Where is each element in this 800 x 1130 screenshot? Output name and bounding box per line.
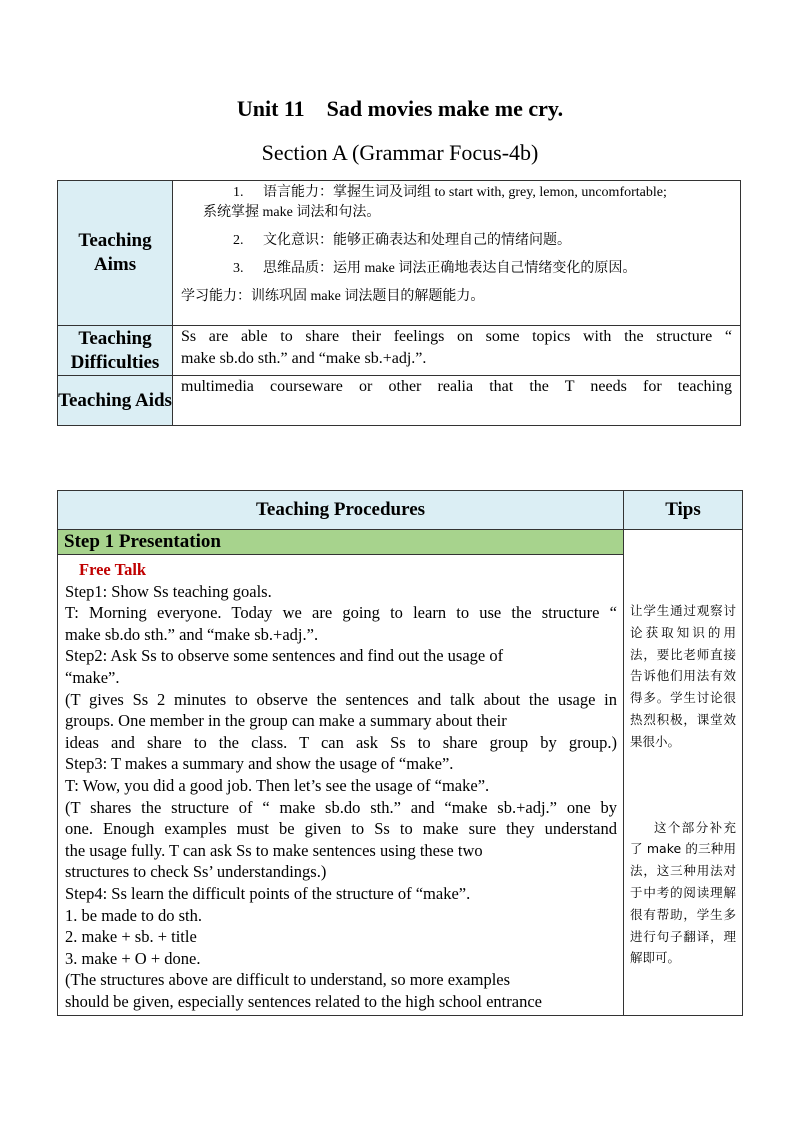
procedures-header: Teaching Procedures xyxy=(58,491,624,530)
procedure-line: (T gives Ss 2 minutes to observe the sentences and talk about the usage in xyxy=(65,689,617,709)
teaching-aids-content xyxy=(173,376,741,426)
aim-item-3: 3. 思维品质：运用 make 词法正确地表达自己情绪变化的原因。 xyxy=(233,261,637,276)
info-table xyxy=(57,180,741,426)
document-title: Unit 11 Sad movies make me cry. xyxy=(236,96,564,121)
tips-header: Tips xyxy=(624,491,743,530)
procedures-content xyxy=(58,555,624,1016)
tips-column xyxy=(624,530,743,1016)
teaching-aims-label: Teaching Aims xyxy=(58,181,173,326)
aim-item-4: 学习能力：训练巩固 make 词法题目的解题能力。 xyxy=(181,289,485,304)
aids-text: multimedia courseware or other realia that the T needs for teaching xyxy=(181,378,732,395)
procedure-line: T: Wow, you did a good job. Then let’s see the usage of “make”. xyxy=(65,775,490,795)
procedure-line: structures to check Ss’ understandings.) xyxy=(65,862,327,882)
procedure-line: ideas and share to the class. T can ask Ss to share group by group.) xyxy=(65,732,617,752)
teaching-aims-content xyxy=(173,181,741,326)
tip-2: 这个部分补充了 make 的三种用法，这三种用法对于中考的阅读理解很有帮助，学生多进行句子翻译，理解即可。 xyxy=(630,819,736,966)
aim-item-1: 1. 语言能力：掌握生词及词组 to start with, grey, lemon, uncomfortable; xyxy=(233,185,667,200)
procedure-line: the usage fully. T can ask Ss to make sentences using these two xyxy=(65,840,483,860)
tip-1: 让学生通过观察讨论获取知识的用法，要比老师直接告诉他们用法有效得多。学生讨论很热烈积极，课堂效果很小。 xyxy=(630,603,736,749)
document-subtitle: Section A (Grammar Focus-4b) xyxy=(261,140,539,165)
aim-item-1-cont: 系统掌握 make 词法和句法。 xyxy=(203,205,381,220)
teaching-aids-label: Teaching Aids xyxy=(58,376,173,426)
free-talk-heading: Free Talk xyxy=(79,560,147,579)
procedure-line: (The structures above are difficult to understand, so more examples xyxy=(65,970,511,990)
procedure-line: “make”. xyxy=(65,667,120,687)
procedure-line: T: Morning everyone. Today we are going to learn to use the structure “ xyxy=(65,603,617,623)
procedure-line: one. Enough examples must be given to Ss to make sure they understand xyxy=(65,819,617,839)
difficulties-line-1: Ss are able to share their feelings on some topics with the structure “ xyxy=(181,328,732,345)
procedure-line: Step1: Show Ss teaching goals. xyxy=(65,581,272,601)
procedure-line: 1. be made to do sth. xyxy=(65,905,203,925)
teaching-difficulties-content xyxy=(173,326,741,376)
procedure-line: 3. make + O + done. xyxy=(65,948,201,968)
procedure-line: 2. make + sb. + title xyxy=(65,927,197,947)
step-title: Step 1 Presentation xyxy=(58,530,624,555)
procedure-line: groups. One member in the group can make a summary about their xyxy=(65,711,507,731)
difficulties-line-2: make sb.do sth.” and “make sb.+adj.”. xyxy=(181,350,427,367)
procedure-line: make sb.do sth.” and “make sb.+adj.”. xyxy=(65,624,319,644)
procedure-line: Step3: T makes a summary and show the usage of “make”. xyxy=(65,754,454,774)
procedure-line: Step2: Ask Ss to observe some sentences and find out the usage of xyxy=(65,646,504,666)
teaching-difficulties-label: Teaching Difficulties xyxy=(58,326,173,376)
procedure-line: Step4: Ss learn the difficult points of the structure of “make”. xyxy=(65,883,471,903)
procedure-line: should be given, especially sentences related to the high school entrance xyxy=(65,991,542,1011)
aim-item-2: 2. 文化意识：能够正确表达和处理自己的情绪问题。 xyxy=(233,233,571,248)
procedure-line: (T shares the structure of “ make sb.do sth.” and “make sb.+adj.” one by xyxy=(65,797,617,817)
procedures-table xyxy=(57,490,743,1016)
